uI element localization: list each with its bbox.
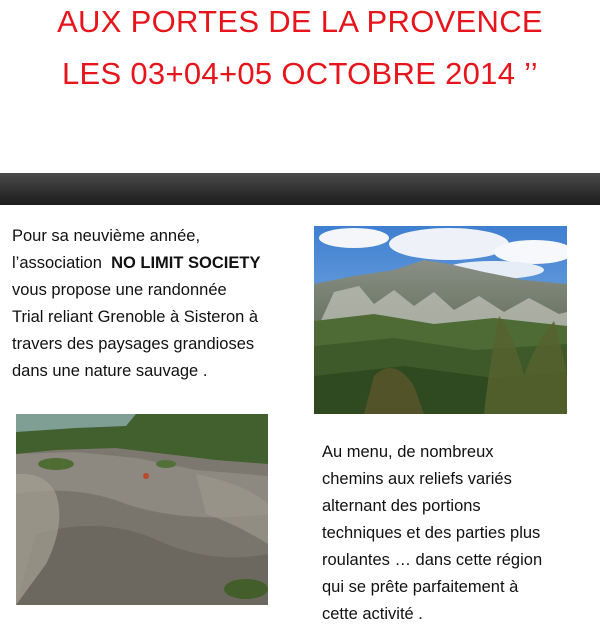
- title-line-1: AUX PORTES DE LA PROVENCE: [57, 4, 543, 39]
- association-name: NO LIMIT SOCIETY: [111, 254, 261, 272]
- menu-paragraph: [322, 439, 592, 628]
- menu-line: Au menu, de nombreux: [322, 443, 494, 461]
- intro-line: Trial reliant Grenoble à Sisteron à: [12, 308, 259, 326]
- intro-line: Pour sa neuvième année,: [12, 227, 201, 245]
- intro-line: vous propose une randonnée: [12, 281, 227, 299]
- menu-line: cette activité .: [322, 605, 423, 623]
- menu-line: qui se prête parfaitement à: [322, 578, 519, 596]
- menu-line: alternant des portions: [322, 497, 481, 515]
- title-line-2: LES 03+04+05 OCTOBRE 2014 ’’: [61, 56, 538, 91]
- menu-line: chemins aux reliefs variés: [322, 470, 512, 488]
- intro-line: [12, 250, 302, 277]
- intro-line-prefix: l’association: [12, 254, 102, 272]
- intro-paragraph: [12, 223, 302, 385]
- menu-line: roulantes … dans cette région: [322, 551, 543, 569]
- intro-line: travers des paysages grandioses: [12, 335, 255, 353]
- intro-line: dans une nature sauvage .: [12, 362, 208, 380]
- menu-line: techniques et des parties plus: [322, 524, 541, 542]
- header-divider-bar: [0, 173, 600, 205]
- badlands-trail-photo: [16, 414, 268, 605]
- mountain-landscape-photo: [314, 226, 567, 414]
